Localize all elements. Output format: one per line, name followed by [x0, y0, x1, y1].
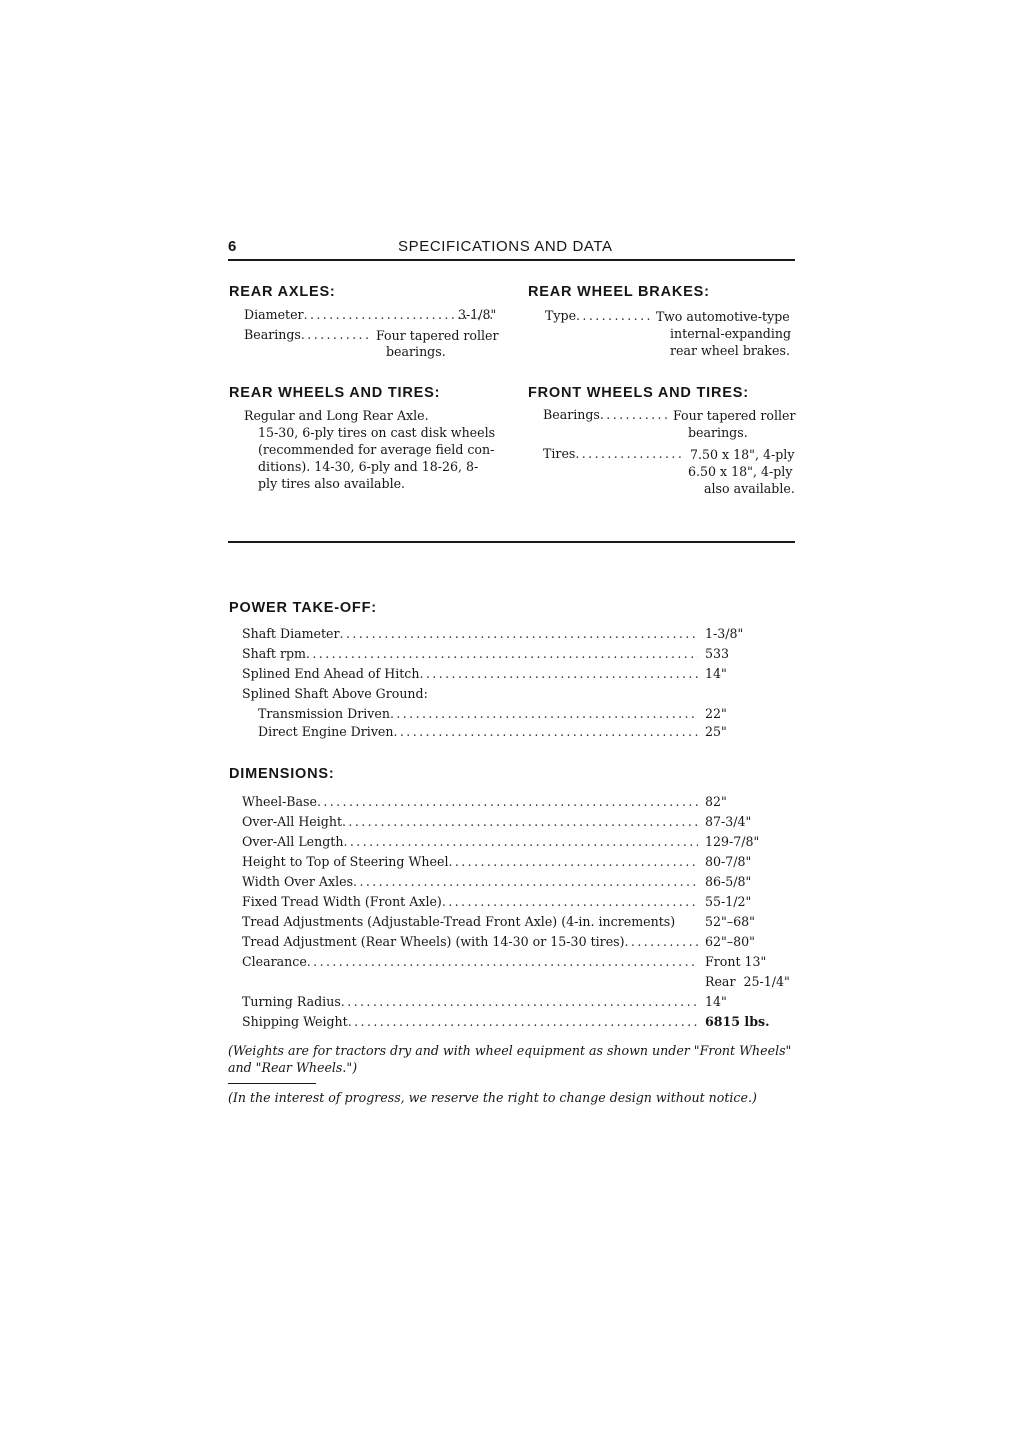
leader-dots: [306, 644, 698, 664]
leader-dots: [341, 992, 698, 1012]
front-tires-value-line2: 6.50 x 18", 4-ply: [688, 464, 793, 479]
front-tires-label: Tires: [543, 446, 576, 461]
dimension-value: 14": [705, 994, 727, 1009]
section-divider: [228, 541, 795, 543]
type-value-line1: Two automotive-type: [656, 309, 790, 324]
leader-dots: [348, 1012, 698, 1032]
pto-label: Shaft rpm: [242, 646, 306, 661]
pto-row: [258, 722, 698, 742]
dimension-row: [242, 932, 698, 952]
leader-dots: [317, 792, 698, 812]
page-number: 6: [228, 238, 237, 255]
leader-dots: [600, 405, 671, 425]
dimension-label: Over-All Length: [242, 834, 344, 849]
dimension-label: Tread Adjustment (Rear Wheels) (with 14-30 or 15-30 tires): [242, 934, 625, 949]
dimension-row: [242, 792, 698, 812]
leader-dots: [442, 892, 698, 912]
dimension-value: 80-7/8": [705, 854, 752, 869]
pto-row: [242, 644, 698, 664]
pto-value: 25": [705, 724, 727, 739]
leader-dots: [575, 444, 681, 464]
rear-tires-line3: (recommended for average field con-: [258, 442, 495, 457]
dimension-label: Width Over Axles: [242, 874, 354, 889]
dimension-value: 82": [705, 794, 727, 809]
dimension-label: Shipping Weight: [242, 1014, 348, 1029]
dimension-row: [242, 992, 698, 1012]
dimension-row: [242, 952, 698, 972]
leader-dots: [340, 624, 698, 644]
front-bearings-row: [543, 405, 671, 425]
dimension-label: Fixed Tread Width (Front Axle): [242, 894, 442, 909]
dimension-label: Turning Radius: [242, 994, 341, 1009]
footnote-rule: [228, 1083, 316, 1084]
pto-value: 1-3/8": [705, 626, 744, 641]
bearings-value-line2: bearings.: [386, 344, 446, 359]
pto-label: Shaft Diameter: [242, 626, 340, 641]
front-bearings-label: Bearings: [543, 407, 600, 422]
diameter-value: 3-1/8": [458, 307, 497, 322]
dimension-value: Front 13": [705, 954, 767, 969]
rear-tires-line5: ply tires also available.: [258, 476, 406, 491]
dimension-row: [242, 872, 698, 892]
dimensions-heading: DIMENSIONS:: [229, 766, 335, 782]
leader-dots: [448, 852, 698, 872]
rear-tires-line2: 15-30, 6-ply tires on cast disk wheels: [258, 425, 496, 440]
rear-wheels-tires-heading: REAR WHEELS AND TIRES:: [229, 385, 441, 401]
weights-note-line2: and "Rear Wheels."): [228, 1060, 358, 1075]
bearings-label: Bearings: [244, 327, 301, 342]
type-label: Type: [545, 308, 577, 323]
diameter-label: Diameter: [244, 307, 304, 322]
pto-row: [242, 664, 698, 684]
type-value-line3: rear wheel brakes.: [670, 343, 790, 358]
dimension-value: 55-1/2": [705, 894, 752, 909]
dimension-row: [242, 1012, 698, 1032]
rear-axles-heading: REAR AXLES:: [229, 284, 336, 300]
leader-dots: [353, 872, 698, 892]
pto-row: [242, 624, 698, 644]
leader-dots: [394, 722, 699, 742]
rear-wheel-brakes-heading: REAR WHEEL BRAKES:: [528, 284, 710, 300]
leader-dots: [390, 704, 698, 724]
leader-dots: [343, 832, 698, 852]
dimension-value: 6815 lbs.: [705, 1014, 770, 1029]
pto-subheading: Splined Shaft Above Ground:: [242, 686, 428, 701]
bearings-value-line1: Four tapered roller: [376, 328, 499, 343]
pto-label: Splined End Ahead of Hitch: [242, 666, 420, 681]
leader-dots: [342, 812, 698, 832]
dimension-row: [242, 812, 698, 832]
leader-dots: [419, 664, 698, 684]
page-title: SPECIFICATIONS AND DATA: [398, 238, 613, 255]
leader-dots: [307, 952, 698, 972]
weights-note-line1: (Weights are for tractors dry and with wheel equipment as shown under "Front Wheels": [228, 1043, 792, 1058]
dimension-label: Height to Top of Steering Wheel: [242, 854, 449, 869]
front-bearings-value-line2: bearings.: [688, 425, 748, 440]
rear-tires-line1: Regular and Long Rear Axle.: [244, 408, 429, 423]
power-take-off-heading: POWER TAKE-OFF:: [229, 600, 377, 616]
pto-label: Direct Engine Driven: [258, 724, 394, 739]
dimension-row: [242, 852, 698, 872]
dimension-value: 129-7/8": [705, 834, 760, 849]
dimension-label: Wheel-Base: [242, 794, 317, 809]
dimension-row: [242, 832, 698, 852]
front-tires-value-line1: 7.50 x 18", 4-ply: [690, 447, 795, 462]
dimension-value: 86-5/8": [705, 874, 752, 889]
leader-dots: [301, 325, 372, 345]
type-value-line2: internal-expanding: [670, 326, 792, 341]
pto-label: Transmission Driven: [258, 706, 390, 721]
rear-axles-bearings-row: [244, 325, 372, 345]
leader-dots: [625, 932, 698, 952]
front-bearings-value-line1: Four tapered roller: [673, 408, 796, 423]
pto-value: 22": [705, 706, 727, 721]
dimension-value: Rear 25-1/4": [705, 974, 790, 989]
dimension-label: Over-All Height: [242, 814, 343, 829]
pto-value: 14": [705, 666, 727, 681]
leader-dots: [576, 306, 653, 326]
front-wheels-tires-heading: FRONT WHEELS AND TIRES:: [528, 385, 749, 401]
pto-value: 533: [705, 646, 730, 661]
pto-row: [258, 704, 698, 724]
brakes-type-row: [545, 306, 653, 326]
progress-note: (In the interest of progress, we reserve the right to change design without notice.): [228, 1090, 757, 1105]
dimension-value: 87-3/4": [705, 814, 752, 829]
front-tires-row: [543, 444, 681, 464]
dimension-row: [242, 912, 702, 932]
dimension-label: Clearance: [242, 954, 307, 969]
page-header: [228, 237, 795, 261]
rear-axles-diameter-row: [244, 305, 497, 325]
dimension-row: [242, 892, 698, 912]
dimension-value: 52"–68": [705, 914, 755, 929]
dimension-label: Tread Adjustments (Adjustable-Tread Front Axle) (4-in. increments): [242, 914, 676, 929]
front-tires-value-line3: also available.: [704, 481, 795, 496]
rear-tires-line4: ditions). 14-30, 6-ply and 18-26, 8-: [258, 459, 479, 474]
dimension-value: 62"–80": [705, 934, 755, 949]
